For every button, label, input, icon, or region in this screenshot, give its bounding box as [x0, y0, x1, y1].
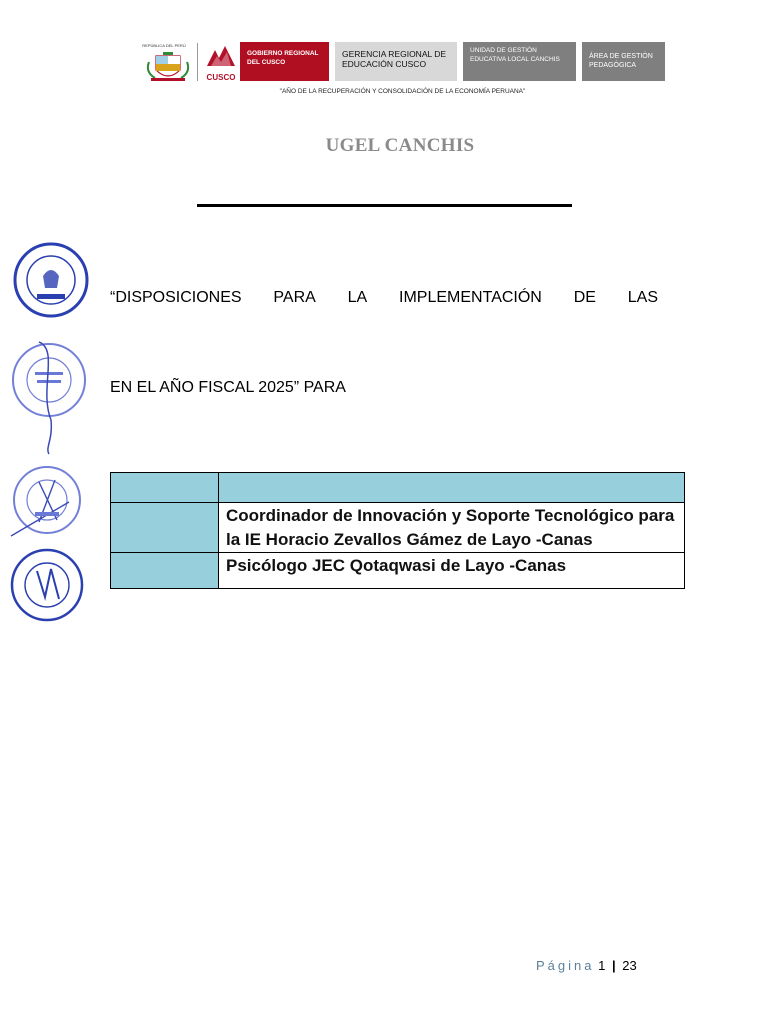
stamp-ministerio-educacion-icon — [9, 545, 89, 623]
header-cell — [219, 473, 685, 503]
peru-crest-icon — [141, 42, 195, 84]
disposiciones-line — [110, 289, 658, 307]
year-motto: "AÑO DE LA RECUPERACIÓN Y CONSOLIDACIÓN DE LA ECONOMÍA PERUANA" — [279, 88, 526, 95]
stamp-jefe-pedagogica-icon — [9, 238, 89, 322]
area-gestion-box: ÁREA DE GESTIÓN PEDAGÓGICA — [582, 42, 665, 81]
cusco-logo-text: CUSCO — [206, 73, 236, 82]
disp-word: LAS — [627, 289, 658, 306]
disp-word: IMPLEMENTACIÓN — [399, 289, 542, 306]
disp-word: DE — [573, 289, 596, 306]
positions-table — [110, 472, 685, 589]
disp-word: LA — [347, 289, 368, 306]
page-number: 1 — [598, 958, 606, 973]
position-cell: Coordinador de Innovación y Soporte Tecnológico para la IE Horacio Zevallos Gámez de Layo -Canas — [219, 503, 685, 553]
page-total: 23 — [622, 958, 637, 973]
page-label: Página — [536, 958, 595, 973]
table-header-row — [111, 473, 685, 503]
disp-word: “DISPOSICIONES — [110, 289, 242, 306]
crest-caption: REPÚBLICA DEL PERÚ — [142, 43, 186, 48]
header-divider — [197, 43, 198, 81]
page-footer — [536, 958, 637, 973]
fiscal-year-line: EN EL AÑO FISCAL 2025” PARA — [110, 379, 346, 396]
gerencia-regional-box: GERENCIA REGIONAL DE EDUCACIÓN CUSCO — [335, 42, 457, 81]
page-title: UGEL CANCHIS — [325, 135, 475, 156]
disp-word: PARA — [273, 289, 316, 306]
stamp-oficina-personal-icon — [9, 330, 89, 458]
stamp-jefe-ugel-icon — [9, 462, 89, 542]
position-cell: Psicólogo JEC Qotaqwasi de Layo -Canas — [219, 553, 685, 589]
table-row — [111, 553, 685, 589]
header-cell — [111, 473, 219, 503]
ugel-unit-box: UNIDAD DE GESTIÓN EDUCATIVA LOCAL CANCHIS — [463, 42, 576, 81]
gobierno-regional-box: GOBIERNO REGIONAL DEL CUSCO — [240, 42, 329, 81]
title-rule — [197, 204, 572, 207]
page-separator: | — [611, 958, 616, 973]
table-row — [111, 503, 685, 553]
row-label-cell — [111, 553, 219, 589]
row-label-cell — [111, 503, 219, 553]
